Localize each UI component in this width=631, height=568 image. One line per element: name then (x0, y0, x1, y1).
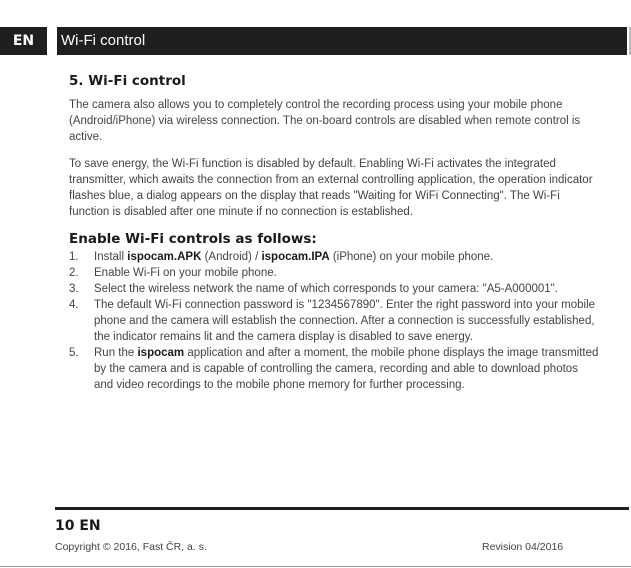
step-number: 3. (69, 283, 79, 295)
intro-paragraph: The camera also allows you to completely control the recording process using your mobile phone (Android/iPhone) via wireless connection. The on-board controls are disabled when remote control is active. (69, 99, 581, 143)
revision-text: Revision 04/2016 (482, 541, 564, 553)
page-number: 10 EN (55, 518, 101, 534)
step-number: 2. (69, 267, 79, 279)
copyright-text: Copyright © 2016, Fast ČR, a. s. (55, 541, 207, 553)
step-number: 4. (69, 299, 79, 311)
energy-paragraph: To save energy, the Wi-Fi function is disabled by default. Enabling Wi-Fi activates the integrated transmitter, which awaits the connection from an external controlling application, the operation indicator flashes blue, a dialog appears on the display that reads "Waiting for WiFi Connecting". The Wi-Fi function is disabled after one minute if no connection is established. (69, 158, 593, 218)
step-text: Install (94, 251, 128, 263)
section-heading: 5. Wi-Fi control (69, 73, 186, 89)
app-name: ispocam (137, 347, 185, 359)
step-text: application and after a moment, the mobile phone displays the image transmitted by the camera and is capable of controlling the camera, recording and able to download photos and video recordings to the mobile phone memory for further processing. (94, 347, 599, 391)
header-bar (0, 27, 629, 55)
step-text: (iPhone) on your mobile phone. (329, 251, 494, 263)
app-name-iphone: ispocam.IPA (261, 251, 330, 263)
step-text: The default Wi-Fi connection password is "1234567890". Enter the right password into your mobile phone and the camera will establish the connection. After a connection is successfully established, the indicator remains lit and the camera display is disabled to save energy. (94, 299, 596, 343)
list-item (69, 265, 599, 281)
list-item (69, 281, 599, 297)
step-text: (Android) / (201, 251, 262, 263)
steps-list (69, 249, 599, 393)
list-item (69, 345, 599, 393)
step-text: Enable Wi-Fi on your mobile phone. (94, 267, 277, 279)
steps-heading: Enable Wi-Fi controls as follows: (69, 231, 317, 247)
page-bottom-border (0, 566, 631, 567)
step-number: 1. (69, 251, 79, 263)
step-text: Select the wireless network the name of which corresponds to your camera: "A5-A000001". (94, 283, 558, 295)
main-content (69, 73, 599, 393)
app-name-android: ispocam.APK (127, 251, 202, 263)
step-number: 5. (69, 347, 79, 359)
list-item (69, 297, 599, 345)
footer-divider (55, 507, 629, 510)
chapter-title: Wi-Fi control (57, 27, 627, 55)
list-item (69, 249, 599, 265)
language-badge: EN (0, 27, 47, 55)
step-text: Run the (94, 347, 138, 359)
